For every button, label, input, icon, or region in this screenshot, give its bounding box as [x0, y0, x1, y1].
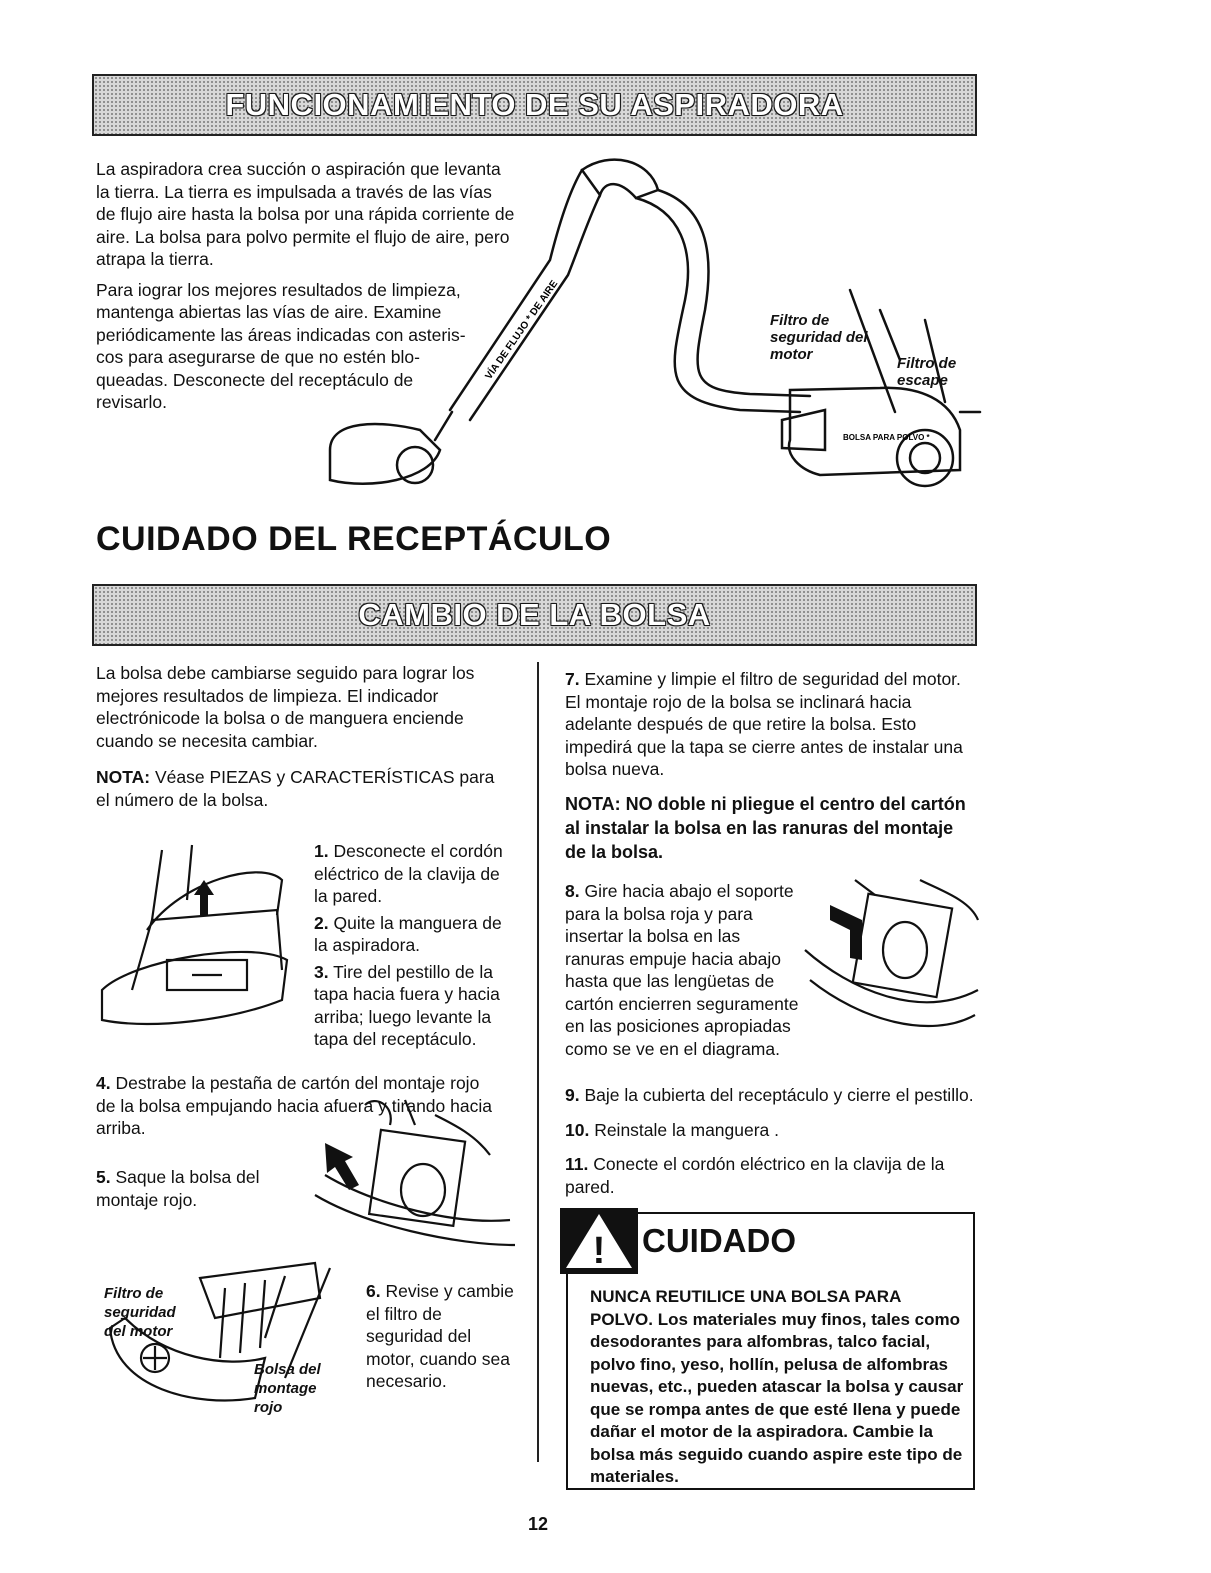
steps-1-3	[314, 840, 514, 1051]
banner-title: CAMBIO DE LA BOLSA	[358, 597, 711, 632]
step-text: Conecte el cordón eléctrico en la clavija de la pared.	[565, 1154, 945, 1197]
step-10	[565, 1119, 975, 1142]
step-number: 3.	[314, 961, 329, 982]
step-3	[314, 961, 514, 1051]
intro-paragraph-2: Para iograr los mejores resultados de limpieza, mantenga abiertas las vías de aire. Examine periódicamente las áreas indicadas con asteris-cos para asegurarse de que no estén blo-queadas. Desconecte del receptáculo de revisarlo.	[96, 279, 466, 412]
step-text: Baje la cubierta del receptáculo y cierre el pestillo.	[579, 1085, 974, 1105]
step-number: 7.	[565, 669, 580, 689]
step-7	[565, 668, 970, 781]
step-number: 6.	[366, 1281, 381, 1301]
exhaust-filter-label: Filtro de escape	[897, 355, 957, 389]
step-9	[565, 1084, 975, 1107]
step-text: Quite la manguera de la aspiradora.	[314, 912, 502, 955]
motor-filter-label: Filtro de seguridad del motor	[770, 312, 868, 363]
step-number: 10.	[565, 1119, 590, 1140]
section-banner-operation	[92, 74, 977, 136]
step-number: 4.	[96, 1073, 111, 1093]
step-text: Examine y limpie el filtro de seguridad del motor. El montaje rojo de la bolsa se inclinará hacia adelante después de que retire la bolsa. Esto impedirá que la tapa se cierre antes de instalar una bolsa nueva.	[565, 669, 963, 779]
bag-label: BOLSA PARA POLVO *	[843, 433, 930, 442]
column-divider	[537, 662, 539, 1462]
step-8	[565, 880, 800, 1060]
step-number: 5.	[96, 1167, 111, 1187]
insert-bag-illustration	[800, 880, 980, 1050]
step-number: 8.	[565, 881, 580, 901]
step-text: Saque la bolsa del montaje rojo.	[96, 1167, 260, 1210]
steps-9-11	[565, 1084, 975, 1198]
step-1	[314, 840, 514, 908]
step-text: Desconecte el cordón eléctrico de la clavija de la pared.	[314, 841, 503, 906]
section-banner-bag-change	[92, 584, 977, 646]
step-text: Reinstale la manguera .	[589, 1119, 780, 1140]
warning-symbol: !	[592, 1230, 606, 1272]
page-number: 12	[528, 1514, 549, 1534]
step-5	[96, 1166, 286, 1211]
intro-paragraph: La bolsa debe cambiarse seguido para lograr los mejores resultados de limpieza. El indicador electrónicode la bolsa o de manguera enciende cuando se necesita cambiar.	[96, 663, 475, 751]
step-text: Gire hacia abajo el soporte para la bolsa roja y para insertar la bolsa en las ranuras empuje hacia abajo hasta que las lengüetas de cartón encierren seguramente en las posiciones apropiadas como se ve en el diagrama.	[565, 881, 799, 1059]
warning-triangle-icon	[560, 1208, 638, 1274]
step-text: Destrabe la pestaña de cartón del montaje rojo de la bolsa empujando hacia afuera y tirando hacia arriba.	[96, 1073, 492, 1138]
step-number: 1.	[314, 841, 329, 861]
step-6	[366, 1280, 516, 1393]
bag-change-intro	[96, 662, 496, 811]
step-number: 2.	[314, 912, 329, 933]
banner-title: FUNCIONAMIENTO DE SU ASPIRADORA	[225, 87, 844, 122]
caution-text: NUNCA REUTILICE UNA BOLSA PARA POLVO. Los materiales muy finos, tales como desodorantes para alfombras, talco facial, polvo fino, yeso, hollín, pelusa de alfombras nuevas, etc., pueden atascar la bolsa y causar que se rompa antes de que esté llena y puede dañar el motor de la aspiradora. Cambie la bolsa más seguido cuando aspire este tipo de materiales.	[590, 1287, 964, 1486]
step-11	[565, 1153, 975, 1198]
installation-note: NOTA: NO doble ni pliegue el centro del cartón al instalar la bolsa en las ranuras del montaje de la bolsa.	[565, 794, 966, 862]
caution-title: CUIDADO	[642, 1222, 796, 1259]
step-number: 9.	[565, 1085, 580, 1105]
note-text: Véase PIEZAS y CARACTERÍSTICAS para el número de la bolsa.	[96, 767, 495, 810]
step-text: Tire del pestillo de la tapa hacia fuera y hacia arriba; luego levante la tapa del receptáculo.	[314, 961, 500, 1049]
intro-paragraph-1: La aspiradora crea succión o aspiración que levanta la tierra. La tierra es impulsada a través de las vías de flujo aire hasta la bolsa por una rápida corriente de aire. La bolsa para polvo permite el flujo de aire, pero atrapa la tierra.	[96, 159, 515, 269]
caution-box	[566, 1212, 975, 1490]
motor-filter-callout: Filtro de seguridad del motor	[104, 1285, 176, 1340]
airflow-label: VÍA DE FLUJO * DE AIRE	[483, 278, 561, 382]
section-title: CUIDADO DEL RECEPTÁCULO	[96, 520, 612, 558]
remove-bag-illustration	[305, 1095, 520, 1255]
step-2	[314, 912, 514, 957]
open-lid-illustration	[92, 840, 302, 1040]
bag-mount-callout: Bolsa del montage rojo	[254, 1361, 321, 1416]
note-label: NOTA:	[96, 767, 151, 787]
step-number: 11.	[565, 1154, 589, 1174]
step-text: Revise y cambie el filtro de seguridad del motor, cuando sea necesario.	[366, 1281, 514, 1391]
note-paragraph	[96, 766, 496, 811]
